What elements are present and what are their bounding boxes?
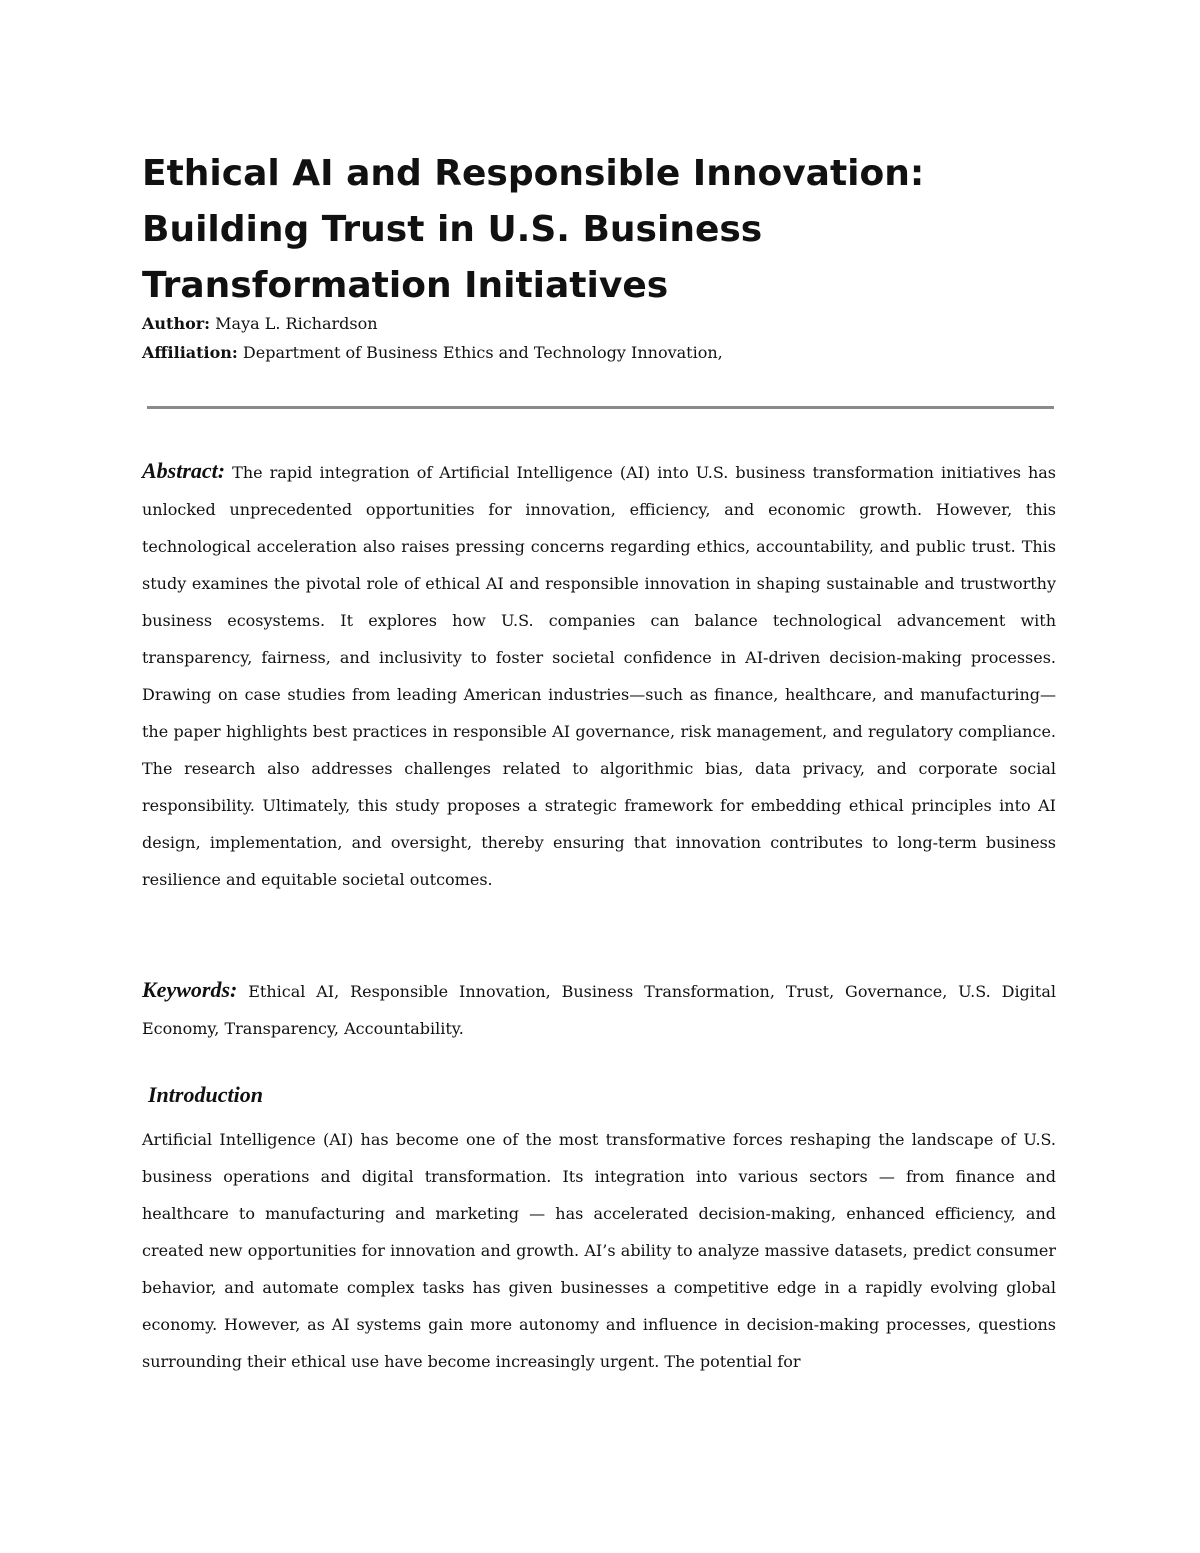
affiliation-text: Department of Business Ethics and Technology Innovation, (242, 343, 723, 362)
keywords-paragraph (142, 971, 1056, 1047)
author-line (142, 313, 378, 335)
author-name: Maya L. Richardson (215, 314, 378, 333)
author-label: Author: (142, 314, 211, 333)
abstract-paragraph (142, 452, 1056, 898)
keywords-text: Ethical AI, Responsible Innovation, Business Transformation, Trust, Governance, U.S. Digital Economy, Transparency, Accountability. (142, 982, 1057, 1038)
introduction-text: Artificial Intelligence (AI) has become one of the most transformative forces reshaping the landscape of U.S. business operations and digital transformation. Its integration into various sectors — from finance and healthcare to manufacturing and marketing — has accelerated decision-making, enhanced efficiency, and created new opportunities for innovation and growth. AI’s ability to analyze massive datasets, predict consumer behavior, and automate complex tasks has given businesses a competitive edge in a rapidly evolving global economy. However, as AI systems gain more autonomy and influence in decision-making processes, questions surrounding their ethical use have become increasingly urgent. The potential for (142, 1130, 1056, 1371)
abstract-text: The rapid integration of Artificial Intelligence (AI) into U.S. business transformation initiatives has unlocked unprecedented opportunities for innovation, efficiency, and economic growth. However, this technological acceleration also raises pressing concerns regarding ethics, accountability, and public trust. This study examines the pivotal role of ethical AI and responsible innovation in shaping sustainable and trustworthy business ecosystems. It explores how U.S. companies can balance technological advancement with transparency, fairness, and inclusivity to foster societal confidence in AI-driven decision-making processes. Drawing on case studies from leading American industries—such as finance, healthcare, and manufacturing—the paper highlights best practices in responsible AI governance, risk management, and regulatory compliance. The research also addresses challenges related to algorithmic bias, data privacy, and corporate social responsibility. Ultimately, this study proposes a strategic framework for embedding ethical principles into AI design, implementation, and oversight, thereby ensuring that innovation contributes to long-term business resilience and equitable societal outcomes. (142, 463, 1056, 889)
affiliation-line (142, 342, 723, 364)
affiliation-label: Affiliation: (142, 343, 238, 362)
abstract-label: Abstract: (142, 458, 226, 483)
introduction-paragraph (142, 1121, 1056, 1380)
keywords-label: Keywords: (142, 977, 238, 1002)
paper-title: Ethical AI and Responsible Innovation: Building Trust in U.S. Business Transformation Initiatives (142, 153, 925, 306)
introduction-heading: Introduction (148, 1082, 263, 1107)
divider-rule (147, 406, 1054, 409)
